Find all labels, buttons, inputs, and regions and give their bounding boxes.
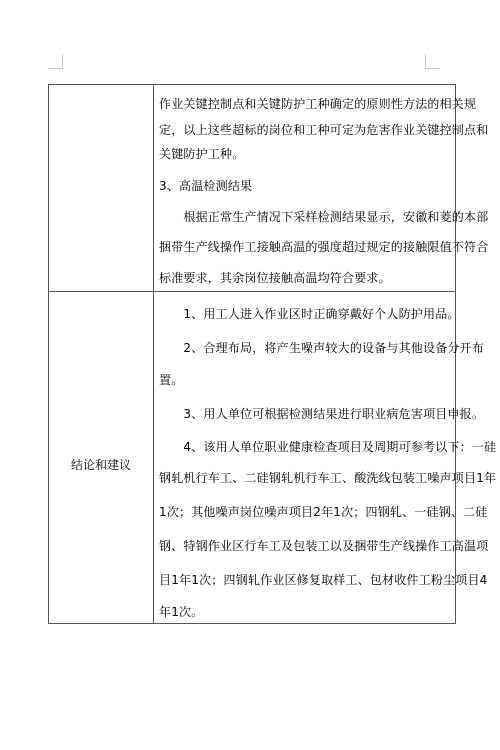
report-table xyxy=(48,84,497,624)
conclusion-line: 4、该用人单位职业健康检查项目及周期可参考以下：一硅 xyxy=(159,440,497,454)
conclusion-line: 年1次。 xyxy=(159,605,204,619)
crop-mark-top-right xyxy=(425,54,440,69)
conclusion-line: 2、合理布局，将产生噪声较大的设备与其他设备分开布 xyxy=(159,341,485,355)
results-line: 作业关键控制点和关键防护工种确定的原则性方法的相关规 xyxy=(159,97,477,111)
conclusion-label: 结论和建议 xyxy=(70,458,131,472)
results-line: 捆带生产线操作工接触高温的强度超过规定的接触限值不符合 xyxy=(159,240,489,254)
results-line: 关键防护工种。 xyxy=(159,147,245,161)
conclusion-line: 钢轧机行车工、二硅钢轧机行车工、酸洗线包装工噪声项目1年 xyxy=(159,471,497,485)
section-heading-high-temperature: 3、高温检测结果 xyxy=(159,179,253,193)
column-divider xyxy=(153,85,154,623)
row-divider xyxy=(49,291,455,292)
conclusion-line: 目1年1次；四钢轧作业区修复取样工、包材收件工粉尘项目4 xyxy=(159,573,488,587)
results-line: 根据正常生产情况下采样检测结果显示，安徽和菱的本部 xyxy=(159,210,489,224)
crop-mark-top-left xyxy=(48,54,63,69)
conclusion-line: 1、用工人进入作业区时正确穿戴好个人防护用品。 xyxy=(159,307,460,321)
conclusion-line: 1次；其他噪声岗位噪声项目2年1次；四钢轧、一硅钢、二硅 xyxy=(159,505,488,519)
conclusion-line: 3、用人单位可根据检测结果进行职业病危害项目申报。 xyxy=(159,407,485,421)
conclusion-line: 置。 xyxy=(159,373,184,387)
conclusion-line: 钢、特钢作业区行车工及包装工以及捆带生产线操作工高温项 xyxy=(159,539,489,553)
results-line: 定，以上这些超标的岗位和工种可定为危害作业关键控制点和 xyxy=(159,123,489,137)
results-line: 标准要求，其余岗位接触高温均符合要求。 xyxy=(159,271,391,285)
